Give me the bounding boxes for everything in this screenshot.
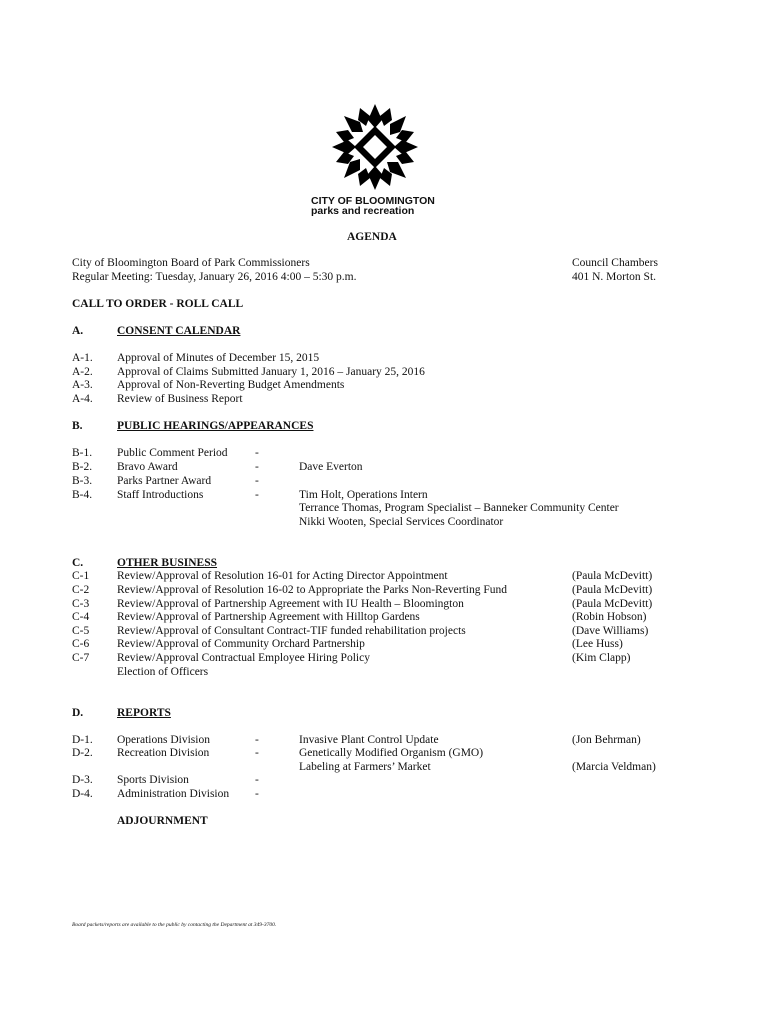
list-item <box>0 625 770 639</box>
section-code: A. <box>72 325 84 337</box>
section-c-header <box>0 557 770 571</box>
list-item <box>0 747 770 761</box>
item-text: Review/Approval of Community Orchard Partnership <box>117 638 365 650</box>
item-code: D-1. <box>72 734 93 746</box>
item-code: B-3. <box>72 475 93 487</box>
item-code: B-4. <box>72 489 93 501</box>
list-item <box>0 489 770 503</box>
item-dash: - <box>255 734 259 746</box>
item-note: Tim Holt, Operations Intern <box>299 489 428 501</box>
item-code: C-1 <box>72 570 90 582</box>
item-text: Bravo Award <box>117 461 178 473</box>
item-text: Operations Division <box>117 734 210 746</box>
item-text: Recreation Division <box>117 747 210 759</box>
item-code: D-2. <box>72 747 93 759</box>
list-item <box>0 638 770 652</box>
item-code: B-2. <box>72 461 93 473</box>
list-item <box>0 652 770 666</box>
item-text: Election of Officers <box>117 666 209 678</box>
org-name-line1: CITY OF BLOOMINGTON <box>311 195 435 207</box>
item-text: Approval of Claims Submitted January 1, 2016 – January 25, 2016 <box>117 366 425 378</box>
section-heading: REPORTS <box>117 707 171 719</box>
item-text: Approval of Non-Reverting Budget Amendments <box>117 379 345 391</box>
item-text: Review/Approval of Resolution 16-02 to Appropriate the Parks Non-Reverting Fund <box>117 584 507 596</box>
list-item <box>0 447 770 461</box>
item-dash: - <box>255 461 259 473</box>
org-name-line2: parks and recreation <box>311 205 415 217</box>
item-code: A-3. <box>72 379 93 391</box>
item-text: Review/Approval Contractual Employee Hiring Policy <box>117 652 370 664</box>
item-person: (Paula McDevitt) <box>572 584 653 596</box>
item-code: D-3. <box>72 774 93 786</box>
item-text: Administration Division <box>117 788 230 800</box>
list-item <box>0 570 770 584</box>
list-item <box>0 598 770 612</box>
item-text: Review/Approval of Consultant Contract-TIF funded rehabilitation projects <box>117 625 466 637</box>
item-dash: - <box>255 447 259 459</box>
item-code: C-7 <box>72 652 90 664</box>
item-person: (Paula McDevitt) <box>572 598 653 610</box>
section-a-header <box>0 325 770 339</box>
list-item <box>0 584 770 598</box>
meeting-time: Regular Meeting: Tuesday, January 26, 2016 4:00 – 5:30 p.m. <box>72 271 357 283</box>
item-note: Genetically Modified Organism (GMO) <box>299 747 484 759</box>
item-person: (Kim Clapp) <box>572 652 631 664</box>
list-item <box>0 366 770 380</box>
item-code: C-6 <box>72 638 90 650</box>
item-note: Terrance Thomas, Program Specialist – Banneker Community Center <box>299 502 619 514</box>
list-item <box>0 734 770 748</box>
item-note: Nikki Wooten, Special Services Coordinator <box>299 516 504 528</box>
item-code: A-1. <box>72 352 93 364</box>
item-text: Review/Approval of Partnership Agreement with Hilltop Gardens <box>117 611 420 623</box>
item-text: Public Comment Period <box>117 447 228 459</box>
item-person: (Paula McDevitt) <box>572 570 653 582</box>
item-text: Staff Introductions <box>117 489 204 501</box>
footer-note: Board packets/reports are available to the public by contacting the Department at 349-3700. <box>72 922 277 928</box>
list-item <box>0 611 770 625</box>
item-dash: - <box>255 774 259 786</box>
city-logo <box>330 102 420 192</box>
list-item <box>0 774 770 788</box>
item-code: A-2. <box>72 366 93 378</box>
item-dash: - <box>255 475 259 487</box>
item-person: (Robin Hobson) <box>572 611 647 623</box>
location-name: Council Chambers <box>572 257 658 269</box>
section-code: C. <box>72 557 84 569</box>
section-code: B. <box>72 420 83 432</box>
item-code: C-5 <box>72 625 90 637</box>
item-code: C-3 <box>72 598 90 610</box>
location-address: 401 N. Morton St. <box>572 271 657 283</box>
item-note: Invasive Plant Control Update <box>299 734 439 746</box>
item-text: Review/Approval of Partnership Agreement with IU Health – Bloomington <box>117 598 464 610</box>
section-heading: OTHER BUSINESS <box>117 557 218 569</box>
item-code: C-4 <box>72 611 90 623</box>
section-heading: CONSENT CALENDAR <box>117 325 241 337</box>
list-item <box>0 461 770 475</box>
list-item-continuation <box>0 502 770 516</box>
section-b-header <box>0 420 770 434</box>
item-person: (Marcia Veldman) <box>572 761 656 773</box>
item-dash: - <box>255 788 259 800</box>
item-text: Sports Division <box>117 774 189 786</box>
item-code: D-4. <box>72 788 93 800</box>
list-item <box>0 379 770 393</box>
section-code: D. <box>72 707 84 719</box>
item-dash: - <box>255 747 259 759</box>
item-person: (Jon Behrman) <box>572 734 641 746</box>
list-item <box>0 475 770 489</box>
list-item <box>0 393 770 407</box>
item-person: (Dave Williams) <box>572 625 649 637</box>
section-heading: PUBLIC HEARINGS/APPEARANCES <box>117 420 314 432</box>
list-item <box>0 666 770 680</box>
item-text: Approval of Minutes of December 15, 2015 <box>117 352 320 364</box>
page-title: AGENDA <box>347 231 397 243</box>
item-note: Dave Everton <box>299 461 363 473</box>
adjournment: ADJOURNMENT <box>117 815 208 827</box>
item-code: A-4. <box>72 393 93 405</box>
list-item-continuation <box>0 516 770 530</box>
board-name: City of Bloomington Board of Park Commissioners <box>72 257 310 269</box>
call-to-order: CALL TO ORDER - ROLL CALL <box>72 298 244 310</box>
item-code: C-2 <box>72 584 90 596</box>
list-item <box>0 788 770 802</box>
item-text: Parks Partner Award <box>117 475 212 487</box>
list-item <box>0 352 770 366</box>
item-dash: - <box>255 489 259 501</box>
item-person: (Lee Huss) <box>572 638 623 650</box>
item-text: Review of Business Report <box>117 393 243 405</box>
item-text: Review/Approval of Resolution 16-01 for Acting Director Appointment <box>117 570 448 582</box>
section-d-header <box>0 707 770 721</box>
item-code: B-1. <box>72 447 93 459</box>
item-note: Labeling at Farmers’ Market <box>299 761 431 773</box>
list-item <box>0 761 770 775</box>
